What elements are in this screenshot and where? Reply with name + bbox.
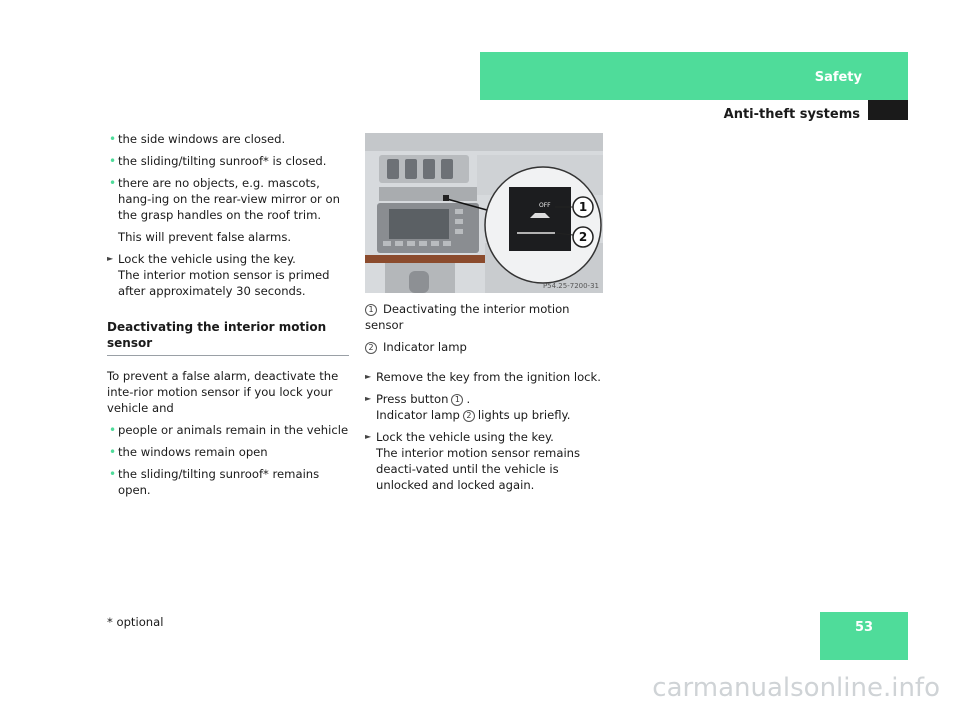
step-item [365,369,609,385]
list-item: • the windows remain open [109,445,268,459]
arrow-icon: ► [365,432,372,441]
bullet-icon: • [109,154,117,168]
section-tab [480,52,908,100]
step-item [365,429,609,493]
arrow-icon: ► [365,372,372,381]
bullet-icon: • [109,176,117,190]
section-heading: Deactivating the interior motion sensor [107,319,349,356]
figure-code: P54.25-7200-31 [542,282,599,290]
step-item [365,391,609,423]
dashboard-figure [365,133,603,293]
list-item: • the sliding/tilting sunroof* is closed. [109,154,327,168]
dashboard-illustration [365,133,603,293]
subsection-title: Anti-theft systems [723,107,860,122]
step-text: Remove the key from the ignition lock. [376,370,601,384]
step-item [107,251,349,299]
list-item: • the sliding/tilting sunroof* remains open. [109,467,320,497]
intro-paragraph: To prevent a false alarm, deactivate the inte-rior motion sensor if you lock your vehicle and [107,369,339,415]
watermark: carmanualsonline.info [652,673,940,703]
legend-item: 1 Deactivating the interior motion sensor [365,302,570,332]
list-item: • there are no objects, e.g. mascots, hang-ing on the rear-view mirror or on the grasp handles on the roof trim. [109,176,340,222]
step-result: The interior motion sensor remains deacti-vated until the vehicle is unlocked and locked again. [376,446,581,492]
arrow-icon: ► [365,394,372,403]
bullet-icon: • [109,132,117,146]
left-column [107,131,349,504]
step-text: Press button 1 . [376,392,471,406]
page-number: 53 [854,620,874,635]
off-button-label: OFF [539,202,551,209]
page-number-box [820,612,908,660]
arrow-icon: ► [107,254,114,263]
footnote: * optional [107,615,164,629]
step-text: Lock the vehicle using the key. [118,252,296,266]
note-text: This will prevent false alarms. [118,230,292,244]
callout-1: 1 [578,200,588,214]
callout-2: 2 [578,230,588,244]
step-result: Indicator lamp 2 lights up briefly. [376,408,571,422]
bullet-icon: • [109,423,117,437]
step-text: Lock the vehicle using the key. [376,430,554,444]
bullet-icon: • [109,445,117,459]
header-marker [868,100,908,120]
step-result: The interior motion sensor is primed after approximately 30 seconds. [118,268,330,298]
bullet-icon: • [109,467,117,481]
legend-item: 2 Indicator lamp [365,339,609,355]
list-item: • people or animals remain in the vehicle [109,423,349,437]
right-column [365,133,609,499]
list-item: • the side windows are closed. [109,132,286,146]
section-title: Safety [814,70,862,85]
